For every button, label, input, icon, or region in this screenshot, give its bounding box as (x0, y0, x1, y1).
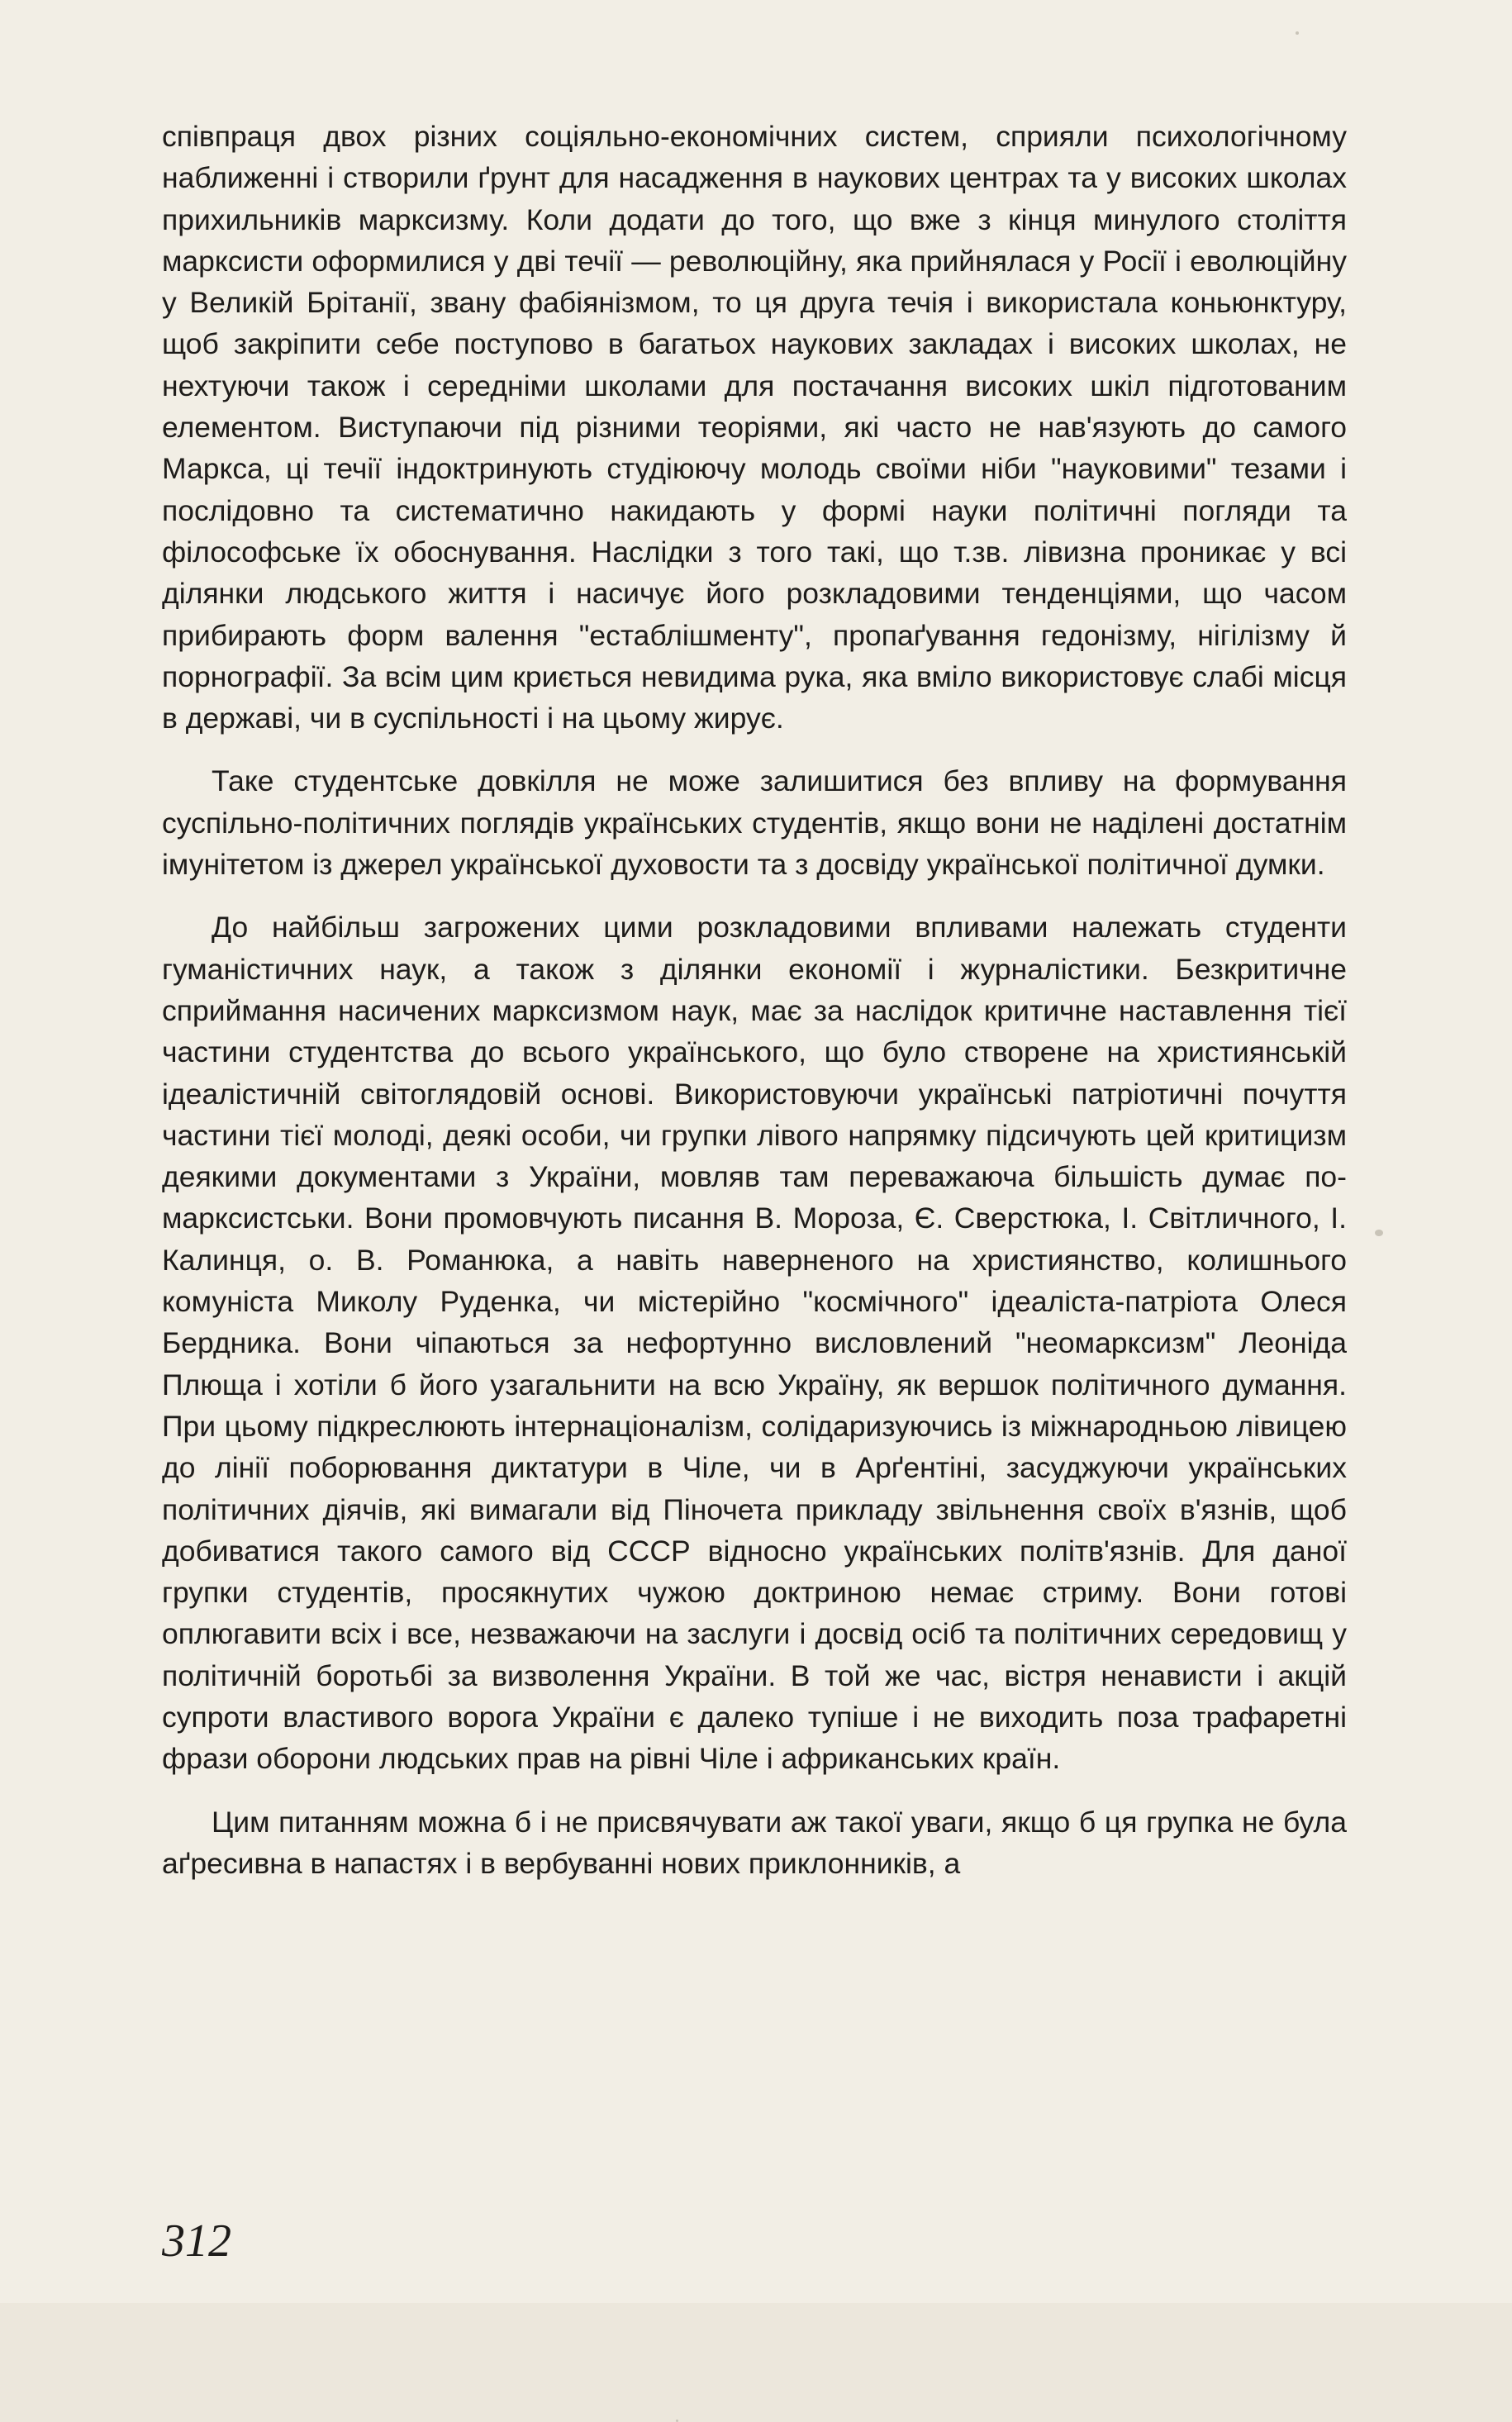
paper-speck (1375, 1230, 1383, 1236)
paragraph-4: Цим питанням можна б і не присвячувати аж такої уваги, якщо б ця групка не була аґресивна в напастях і в вербуванні нових приклонників, а (162, 1805, 1347, 1880)
body-text (162, 116, 1347, 1884)
paragraph-1: співпраця двох різних соціяльно-економічних систем, сприяли психологічному наближенні і створили ґрунт для насадження в наукових центрах та у високих школах прихильників марксизму. Коли додати до того, що вже з кінця минулого століття марксисти оформилися у дві течії — революційну, яка прийнялася у Росії і еволюційну у Великій Брітанії, звану фабіянізмом, то ця друга течія і використала коньюнктуру, щоб закріпити себе поступово в багатьох наукових закладах і високих школах, не нехтуючи також і середніми школами для постачання високих шкіл підготованим елементом. Виступаючи під різними теоріями, які часто не нав'язують до самого Маркса, ці течії індоктринують студіюючу молодь своїми ніби "науковими" тезами і послідовно та систематично накидають у формі науки політичні погляди та філософське їх обоснування. Наслідки з того такі, що т.зв. лівизна проникає у всі ділянки людського життя і насичує його розкладовими тенденціями, що часом прибирають форм валення "естаблішменту", пропаґування гедонізму, нігілізму й порнографії. За всім цим криється невидима рука, яка вміло використовує слабі місця в державі, чи в суспільності і на цьому жирує. (162, 120, 1347, 735)
paper-speck (1296, 31, 1299, 35)
paragraph-3: До найбільш загрожених цими розкладовими впливами належать студенти гуманістичних наук, а також з ділянки економії і журналістики. Безкритичне сприймання насичених марксизмом наук, має за наслідок критичне наставлення тієї частини студентства до всього українського, що було створене на християнській ідеалістичній світоглядовій основі. Використовуючи українські патріотичні почуття частини тієї молоді, деякі особи, чи групки лівого напрямку підсичують цей критицизм деякими документами з України, мовляв там переважаюча більшість думає по-марксистськи. Вони промовчують писання В. Мороза, Є. Сверстюка, І. Світличного, І. Калинця, о. В. Романюка, а навіть наверненого на християнство, колишнього комуніста Миколу Руденка, чи містерійно "космічного" ідеаліста-патріота Олеся Бердника. Вони чіпаються за нефортунно висловлений "неомарксизм" Леоніда Плюща і хотіли б його узагальнити на всю Україну, як вершок політичного думання. При цьому підкреслюють інтернаціоналізм, солідаризуючись із міжнародньою лівицею до лінії поборювання диктатури в Чіле, чи в Арґентіні, засуджуючи українських політичних діячів, які вимагали від Піночета прикладу звільнення своїх в'язнів, щоб добиватися такого самого від СССР відносно українських політв'язнів. Для даної групки студентів, просякнутих чужою доктриною немає стриму. Вони готові оплюгавити всіх і все, незважаючи на заслуги і досвід осіб та політичних середовищ у політичній боротьбі за визволення України. В той же час, вістря ненависти і акцій супроти властивого ворога України є далеко тупіше і не виходить поза трафаретні фрази оборони людських прав на рівні Чіле і африканських країн. (162, 911, 1347, 1776)
page-number: 312 (162, 2215, 231, 2267)
paragraph-2: Таке студентське довкілля не може залишитися без впливу на формування суспільно-політичних поглядів українських студентів, якщо вони не наділені достатнім імунітетом із джерел української духовости та з досвіду української політичної думки. (162, 764, 1347, 882)
